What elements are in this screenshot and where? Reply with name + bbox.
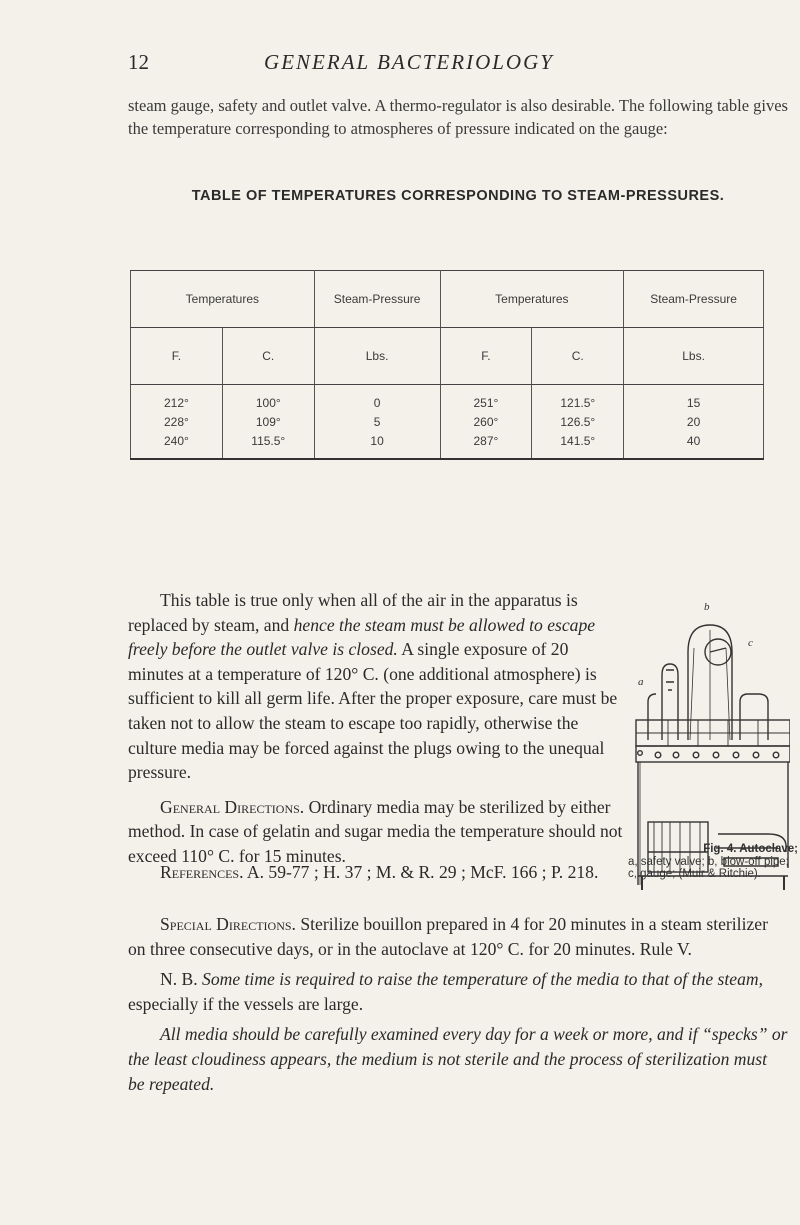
- figure-caption-title: Fig. 4. Autoclave;: [703, 843, 798, 855]
- nb-label: N. B.: [160, 969, 198, 990]
- paragraph-special-directions: [128, 912, 788, 961]
- steam-pressure-table: [130, 270, 764, 460]
- references-paragraph: [128, 860, 628, 885]
- paragraph-general-directions: [128, 795, 628, 869]
- group-header-steam-pressure: Steam-Pressure: [314, 271, 440, 328]
- label-a: a: [638, 676, 644, 688]
- table-cell: 287°: [440, 431, 532, 459]
- text-span: Ordinary media may be sterilized by either method. In case of gelatin and sugar media the temperature should not exceed 110° C. for 15 minutes.: [128, 796, 623, 866]
- table-cell: 20: [624, 412, 764, 431]
- text-span: A. 59-77 ; H. 37 ; M. & R. 29 ; McF. 166 ; P. 218.: [243, 862, 599, 882]
- page-number: 12: [128, 50, 149, 74]
- table-cell: 100°: [222, 385, 314, 413]
- group-header-temperatures: Temperatures: [131, 271, 315, 328]
- table-cell: 212°: [131, 385, 223, 413]
- section-heading: General Directions.: [160, 796, 305, 817]
- figure-caption: [628, 843, 798, 881]
- unit-header: Lbs.: [314, 328, 440, 385]
- section-heading: References.: [160, 862, 244, 882]
- safety-valve: [662, 664, 678, 740]
- lower-text: [128, 912, 788, 1102]
- table-row: [131, 385, 764, 413]
- emphasis-text: All media should be carefully examined every day for a week or more, and if “specks” or the least cloudiness appears, the medium is not sterile and the process of sterilization must be repeated.: [128, 1024, 788, 1094]
- table-cell: 10: [314, 431, 440, 459]
- emphasis-text: Some time is required to raise the temperature of the media to that of the steam,: [197, 969, 763, 990]
- label-c: c: [748, 637, 753, 649]
- unit-header: C.: [222, 328, 314, 385]
- table-cell: 251°: [440, 385, 532, 413]
- table-cell: 240°: [131, 431, 223, 459]
- text-span: This table is true only when all of the air in the apparatus is replaced by steam, and: [128, 590, 578, 635]
- text-span: especially if the vessels are large.: [128, 993, 364, 1014]
- figure-caption-text: a, safety valve; b, blow-off pipe; c, gauge; (Muir & Ritchie).: [628, 855, 789, 880]
- table-cell: 115.5°: [222, 431, 314, 459]
- running-head: [128, 50, 690, 80]
- table-cell: 40: [624, 431, 764, 459]
- table-cell: 260°: [440, 412, 532, 431]
- running-title: GENERAL BACTERIOLOGY: [264, 50, 554, 74]
- table-cell: 228°: [131, 412, 223, 431]
- table-cell: 141.5°: [532, 431, 624, 459]
- table-cell: 5: [314, 412, 440, 431]
- table-cell: 126.5°: [532, 412, 624, 431]
- table-title: TABLE OF TEMPERATURES CORRESPONDING TO STEAM-PRESSURES.: [191, 188, 725, 204]
- gauge-dial: [705, 639, 731, 665]
- main-text: [128, 588, 628, 869]
- table-cell: 0: [314, 385, 440, 413]
- text-span: Sterilize bouillon prepared in 4 for 20 minutes in a steam sterilizer on three consecutive days, or in the autoclave at 120° C. for 20 minutes. Rule V.: [128, 914, 768, 959]
- table-cell: 121.5°: [532, 385, 624, 413]
- group-header-steam-pressure: Steam-Pressure: [624, 271, 764, 328]
- paragraph-nb: [128, 967, 788, 1016]
- paragraph-final: [128, 1022, 788, 1096]
- table-cell: 109°: [222, 412, 314, 431]
- emphasis-text: hence the steam must be allowed to escape freely before the outlet valve is closed.: [128, 614, 596, 660]
- group-header-temperatures: Temperatures: [440, 271, 624, 328]
- unit-header: Lbs.: [624, 328, 764, 385]
- section-heading: Special Directions.: [160, 914, 296, 934]
- table-row: [131, 431, 764, 459]
- unit-header: C.: [532, 328, 624, 385]
- table-row: [131, 412, 764, 431]
- text-span: A single exposure of 20 minutes at a temperature of 120° C. (one additional atmosphere) is sufficient to kill all germ life. After the proper exposure, care must be taken not to allow the steam to escape too rapidly, otherwise the culture media may be forced against the plugs owing to the unequal pressure.: [128, 639, 618, 783]
- unit-header: F.: [440, 328, 532, 385]
- table-cell: 15: [624, 385, 764, 413]
- unit-header: F.: [131, 328, 223, 385]
- intro-paragraph: steam gauge, safety and outlet valve. A thermo-regulator is also desirable. The following table gives the temperature corresponding to atmospheres of pressure indicated on the gauge:: [128, 96, 788, 138]
- paragraph-air-steam: [128, 588, 628, 785]
- label-b: b: [704, 601, 710, 613]
